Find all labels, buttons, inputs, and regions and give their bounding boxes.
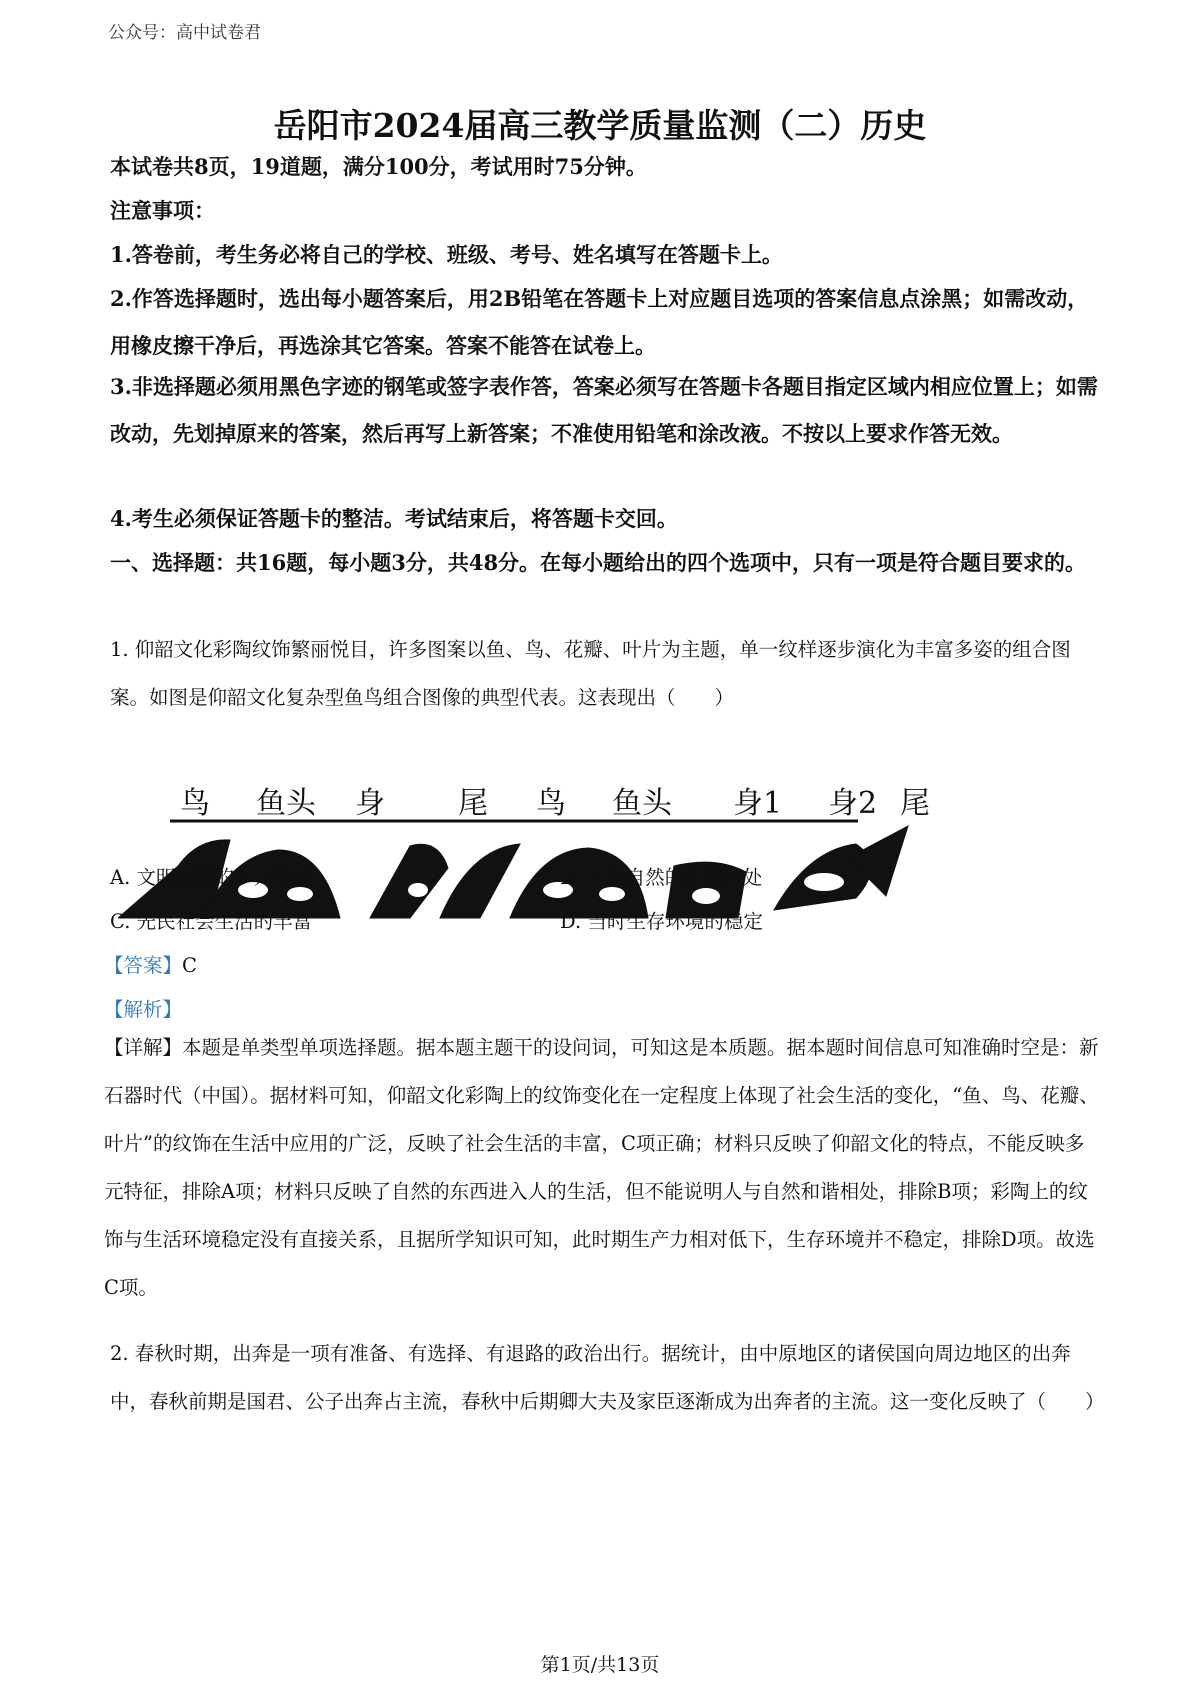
- notice-item: 3.非选择题必须用黑色字迹的钢笔或签字表作答，答案必须写在答题卡各题目指定区域内相应位置上；如需改动，先划掉原来的答案，然后再写上新答案；不准使用铅笔和涂改液。不按以上要求作答无效。: [110, 374, 1098, 446]
- figure-label: 鸟: [180, 786, 210, 821]
- yangshao-pattern-figure: [118, 778, 938, 926]
- page-number: 第1页/共13页: [540, 1654, 660, 1676]
- figure-label: 尾: [458, 786, 488, 821]
- figure-label: 尾: [900, 786, 930, 821]
- notice-item: 2.作答选择题时，选出每小题答案后，用2B铅笔在答题卡上对应题目选项的答案信息点涂黑；如需改动，用橡皮擦干净后，再选涂其它答案。答案不能答在试卷上。: [110, 286, 1089, 358]
- figure-label: 身: [355, 786, 385, 821]
- exam-intro: 本试卷共8页，19道题，满分100分，考试用时75分钟。: [110, 154, 647, 179]
- watermark-text: 公众号：高中试卷君: [108, 23, 261, 43]
- question-1-stem: 1. 仰韶文化彩陶纹饰繁丽悦目，许多图案以鱼、鸟、花瓣、叶片为主题，单一纹样逐步演化为丰富多姿的组合图案。如图是仰韶文化复杂型鱼鸟组合图像的典型代表。这表现出（ ）: [110, 638, 1071, 709]
- analysis-tag: 【解析】: [104, 998, 183, 1021]
- figure-label: 鱼头: [256, 786, 316, 821]
- figure-label: 鱼头: [612, 786, 672, 821]
- section-title: 一、选择题：共16题，每小题3分，共48分。在每小题给出的四个选项中，只有一项是符合题目要求的。: [110, 550, 1087, 575]
- answer-tag: 【答案】: [104, 954, 183, 977]
- notice-title: 注意事项：: [110, 198, 215, 223]
- notice-item: 1.答卷前，考生务必将自己的学校、班级、考号、姓名填写在答题卡上。: [110, 242, 783, 267]
- page-title: 岳阳市2024届高三教学质量监测（二）历史: [273, 106, 927, 145]
- question-2-stem: 2. 春秋时期，出奔是一项有准备、有选择、有退路的政治出行。据统计，由中原地区的诸侯国向周边地区的出奔中，春秋前期是国君、公子出奔占主流，春秋中后期卿大夫及家臣逐渐成为出奔者的主流。这一变化反映了（ ）: [110, 1342, 1105, 1413]
- notice-item: 4.考生必须保证答题卡的整洁。考试结束后，将答题卡交回。: [110, 506, 678, 531]
- figure-label: 鸟: [536, 786, 566, 821]
- option-c: C. 先民社会生活的丰富: [110, 910, 313, 933]
- answer-line: [104, 950, 197, 978]
- option-d: D. 当时生存环境的稳定: [560, 910, 763, 933]
- answer-value: C: [182, 954, 197, 977]
- option-a: A. 文明起源的多元特征: [110, 866, 312, 889]
- option-b: B. 人与自然的和谐共处: [560, 866, 763, 889]
- figure-label: 身1: [733, 786, 783, 821]
- question-1-detail: 【详解】本题是单类型单项选择题。据本题主题干的设问词，可知这是本质题。据本题时间信息可知准确时空是：新石器时代（中国）。据材料可知，仰韶文化彩陶上的纹饰变化在一定程度上体现了社会生活的变化，“鱼、鸟、花瓣、叶片”的纹饰在生活中应用的广泛，反映了社会生活的丰富，C项正确；材料只反映了仰韶文化的特点，不能反映多元特征，排除A项；材料只反映了自然的东西进入人的生活，但不能说明人与自然和谐相处，排除B项；彩陶上的纹饰与生活环境稳定没有直接关系，且据所学知识可知，此时期生产力相对低下，生存环境并不稳定，排除D项。故选C项。: [104, 1036, 1099, 1299]
- figure-label: 身2: [828, 786, 878, 821]
